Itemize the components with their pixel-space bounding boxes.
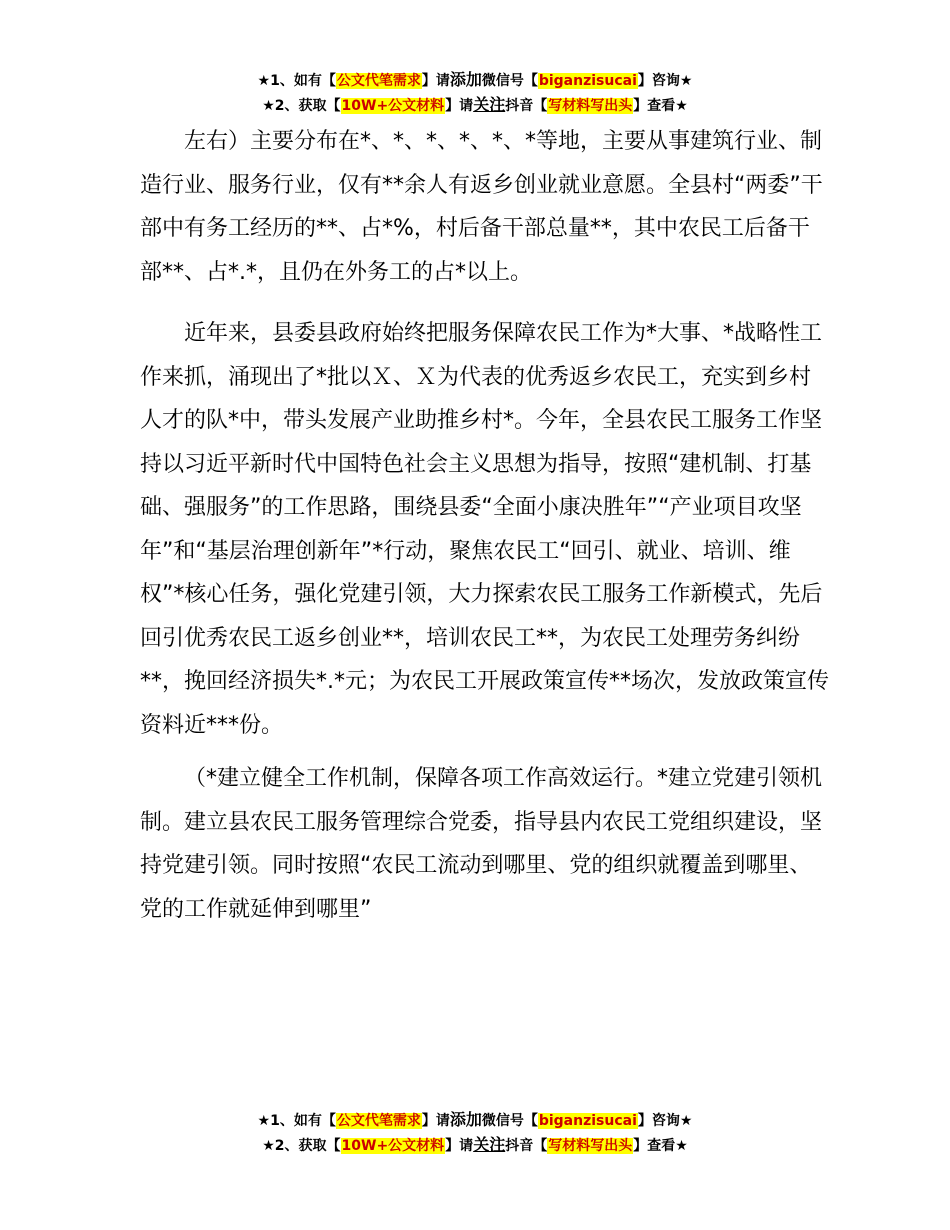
footer-text: 】请: [445, 1138, 474, 1154]
footer-text: 添加: [449, 1110, 482, 1129]
header-text: 微信号【: [481, 73, 538, 89]
highlight-text: 公文代笔需求: [336, 73, 421, 89]
wechat-id: biganzisucai: [538, 73, 637, 89]
header-banner: [0, 68, 950, 118]
document-body: [140, 120, 830, 940]
header-text: 】咨询★: [637, 73, 693, 89]
header-line-1: [0, 68, 950, 93]
header-text: 添加: [449, 70, 482, 89]
footer-text: 】查看★: [633, 1138, 688, 1154]
footer-line-1: [0, 1108, 950, 1133]
highlight-text: 10W+公文材料: [341, 98, 445, 114]
footer-text: 微信号【: [481, 1113, 538, 1129]
footer-banner: [0, 1108, 950, 1158]
footer-line-2: [0, 1133, 950, 1158]
header-line-2: [0, 93, 950, 118]
paragraph-1: 左右）主要分布在*、*、*、*、*、*等地，主要从事建筑行业、制造行业、服务行业，仅有**余人有返乡创业就业意愿。全县村“两委”干部中有务工经历的**、占*%，村后备干部总量**，其中农民工后备干部**、占*.*，且仍在外务工的占*以上。: [140, 129, 823, 285]
footer-text: 抖音【: [505, 1138, 548, 1154]
douyin-id: 写材料写出头: [548, 1138, 633, 1154]
footer-text: 】咨询★: [637, 1113, 693, 1129]
header-text: 】请: [421, 73, 450, 89]
paragraph-2: 近年来，县委县政府始终把服务保障农民工作为*大事、*战略性工作来抓，涌现出了*批以Ｘ、Ｘ为代表的优秀返乡农民工，充实到乡村人才的队*中，带头发展产业助推乡村*。今年，全县农民工服务工作坚持以习近平新时代中国特色社会主义思想为指导，按照“建机制、打基础、强服务”的工作思路，围绕县委“全面小康决胜年”“产业项目攻坚年”和“基层治理创新年”*行动，聚焦农民工“回引、就业、培训、维权”*核心任务，强化党建引领，大力探索农民工服务工作新模式，先后回引优秀农民工返乡创业**，培训农民工**，为农民工处理劳务纠纷**，挽回经济损失*.*元；为农民工开展政策宣传**场次，发放政策宣传资料近***份。: [140, 321, 829, 738]
douyin-id: 写材料写出头: [548, 98, 633, 114]
header-text: 】请: [445, 98, 474, 114]
footer-text: ★1、如有【: [257, 1113, 336, 1129]
header-text: ★2、获取【: [262, 98, 341, 114]
footer-text: 关注: [473, 1135, 506, 1154]
header-text: 抖音【: [505, 98, 548, 114]
header-text: ★1、如有【: [257, 73, 336, 89]
paragraph-3: （*建立健全工作机制，保障各项工作高效运行。*建立党建引领机制。建立县农民工服务管理综合党委，指导县内农民工党组织建设，坚持党建引领。同时按照“农民工流动到哪里、党的组织就覆盖到哪里、党的工作就延伸到哪里”: [140, 766, 823, 922]
highlight-text: 10W+公文材料: [341, 1138, 445, 1154]
footer-text: ★2、获取【: [262, 1138, 341, 1154]
highlight-text: 公文代笔需求: [336, 1113, 421, 1129]
footer-text: 】请: [421, 1113, 450, 1129]
header-text: 关注: [473, 95, 506, 114]
wechat-id: biganzisucai: [538, 1113, 637, 1129]
header-text: 】查看★: [633, 98, 688, 114]
